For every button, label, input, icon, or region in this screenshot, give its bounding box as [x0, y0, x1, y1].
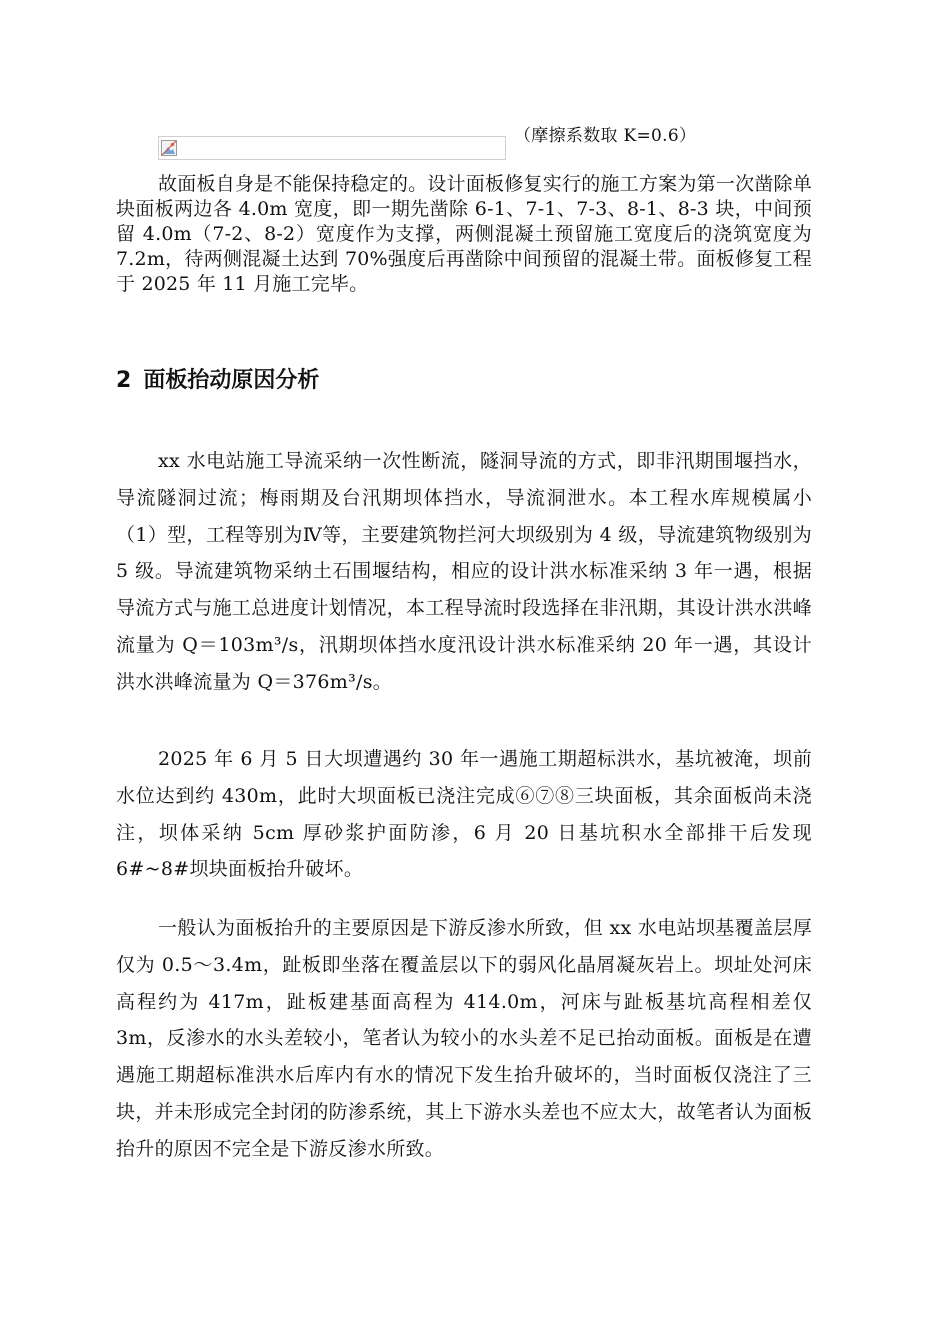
- section-number: 2: [116, 368, 132, 393]
- body-paragraph: xx 水电站施工导流采纳一次性断流，隧洞导流的方式，即非汛期围堰挡水，导流隧洞过流；梅雨期及台汛期坝体挡水，导流洞泄水。本工程水库规模属小（1）型，工程等别为Ⅳ等，主要建筑物拦河大坝级别为 4 级，导流建筑物级别为 5 级。导流建筑物采纳土石围堰结构，相应的设计洪水标准采纳 3 年一遇，根据导流方式与施工总进度计划情况，本工程导流时段选择在非汛期，其设计洪水洪峰流量为 Q＝103m³/s，汛期坝体挡水度汛设计洪水标准采纳 20 年一遇，其设计洪水洪峰流量为 Q＝376m³/s。: [116, 450, 812, 693]
- section-title: 面板抬动原因分析: [143, 368, 320, 393]
- broken-image-icon: [161, 140, 177, 156]
- section-heading: [116, 366, 319, 396]
- intro-paragraph: 故面板自身是不能保持稳定的。设计面板修复实行的施工方案为第一次凿除单块面板两边各 4.0m 宽度，即一期先凿除 6-1、7-1、7-3、8-1、8-3 块，中间预留 4.0m（7-2、8-2）宽度作为支撑，两侧混凝土预留施工宽度后的浇筑宽度为 7.2m，待两侧混凝土达到 70%强度后再凿除中间预留的混凝土带。面板修复工程于 2025 年 11 月施工完毕。: [116, 173, 812, 295]
- body-paragraph: 2025 年 6 月 5 日大坝遭遇约 30 年一遇施工期超标洪水，基坑被淹，坝前水位达到约 430m，此时大坝面板已浇注完成⑥⑦⑧三块面板，其余面板尚未浇注，坝体采纳 5cm 厚砂浆护面防渗，6 月 20 日基坑积水全部排干后发现 6#~8#坝块面板抬升破坏。: [116, 748, 812, 881]
- friction-coefficient-note: （摩擦系数取 K=0.6）: [514, 126, 697, 146]
- body-paragraph: 一般认为面板抬升的主要原因是下游反渗水所致，但 xx 水电站坝基覆盖层厚仅为 0.5～3.4m，趾板即坐落在覆盖层以下的弱风化晶屑凝灰岩上。坝址处河床高程约为 417m，趾板建基面高程为 414.0m，河床与趾板基坑高程相差仅 3m，反渗水的水头差较小，笔者认为较小的水头差不足已抬动面板。面板是在遭遇施工期超标准洪水后库内有水的情况下发生抬升破坏的，当时面板仅浇注了三块，并未形成完全封闭的防渗系统，其上下游水头差也不应太大，故笔者认为面板抬升的原因不完全是下游反渗水所致。: [116, 917, 812, 1160]
- formula-image-placeholder: [158, 136, 506, 160]
- formula-row: [158, 124, 758, 164]
